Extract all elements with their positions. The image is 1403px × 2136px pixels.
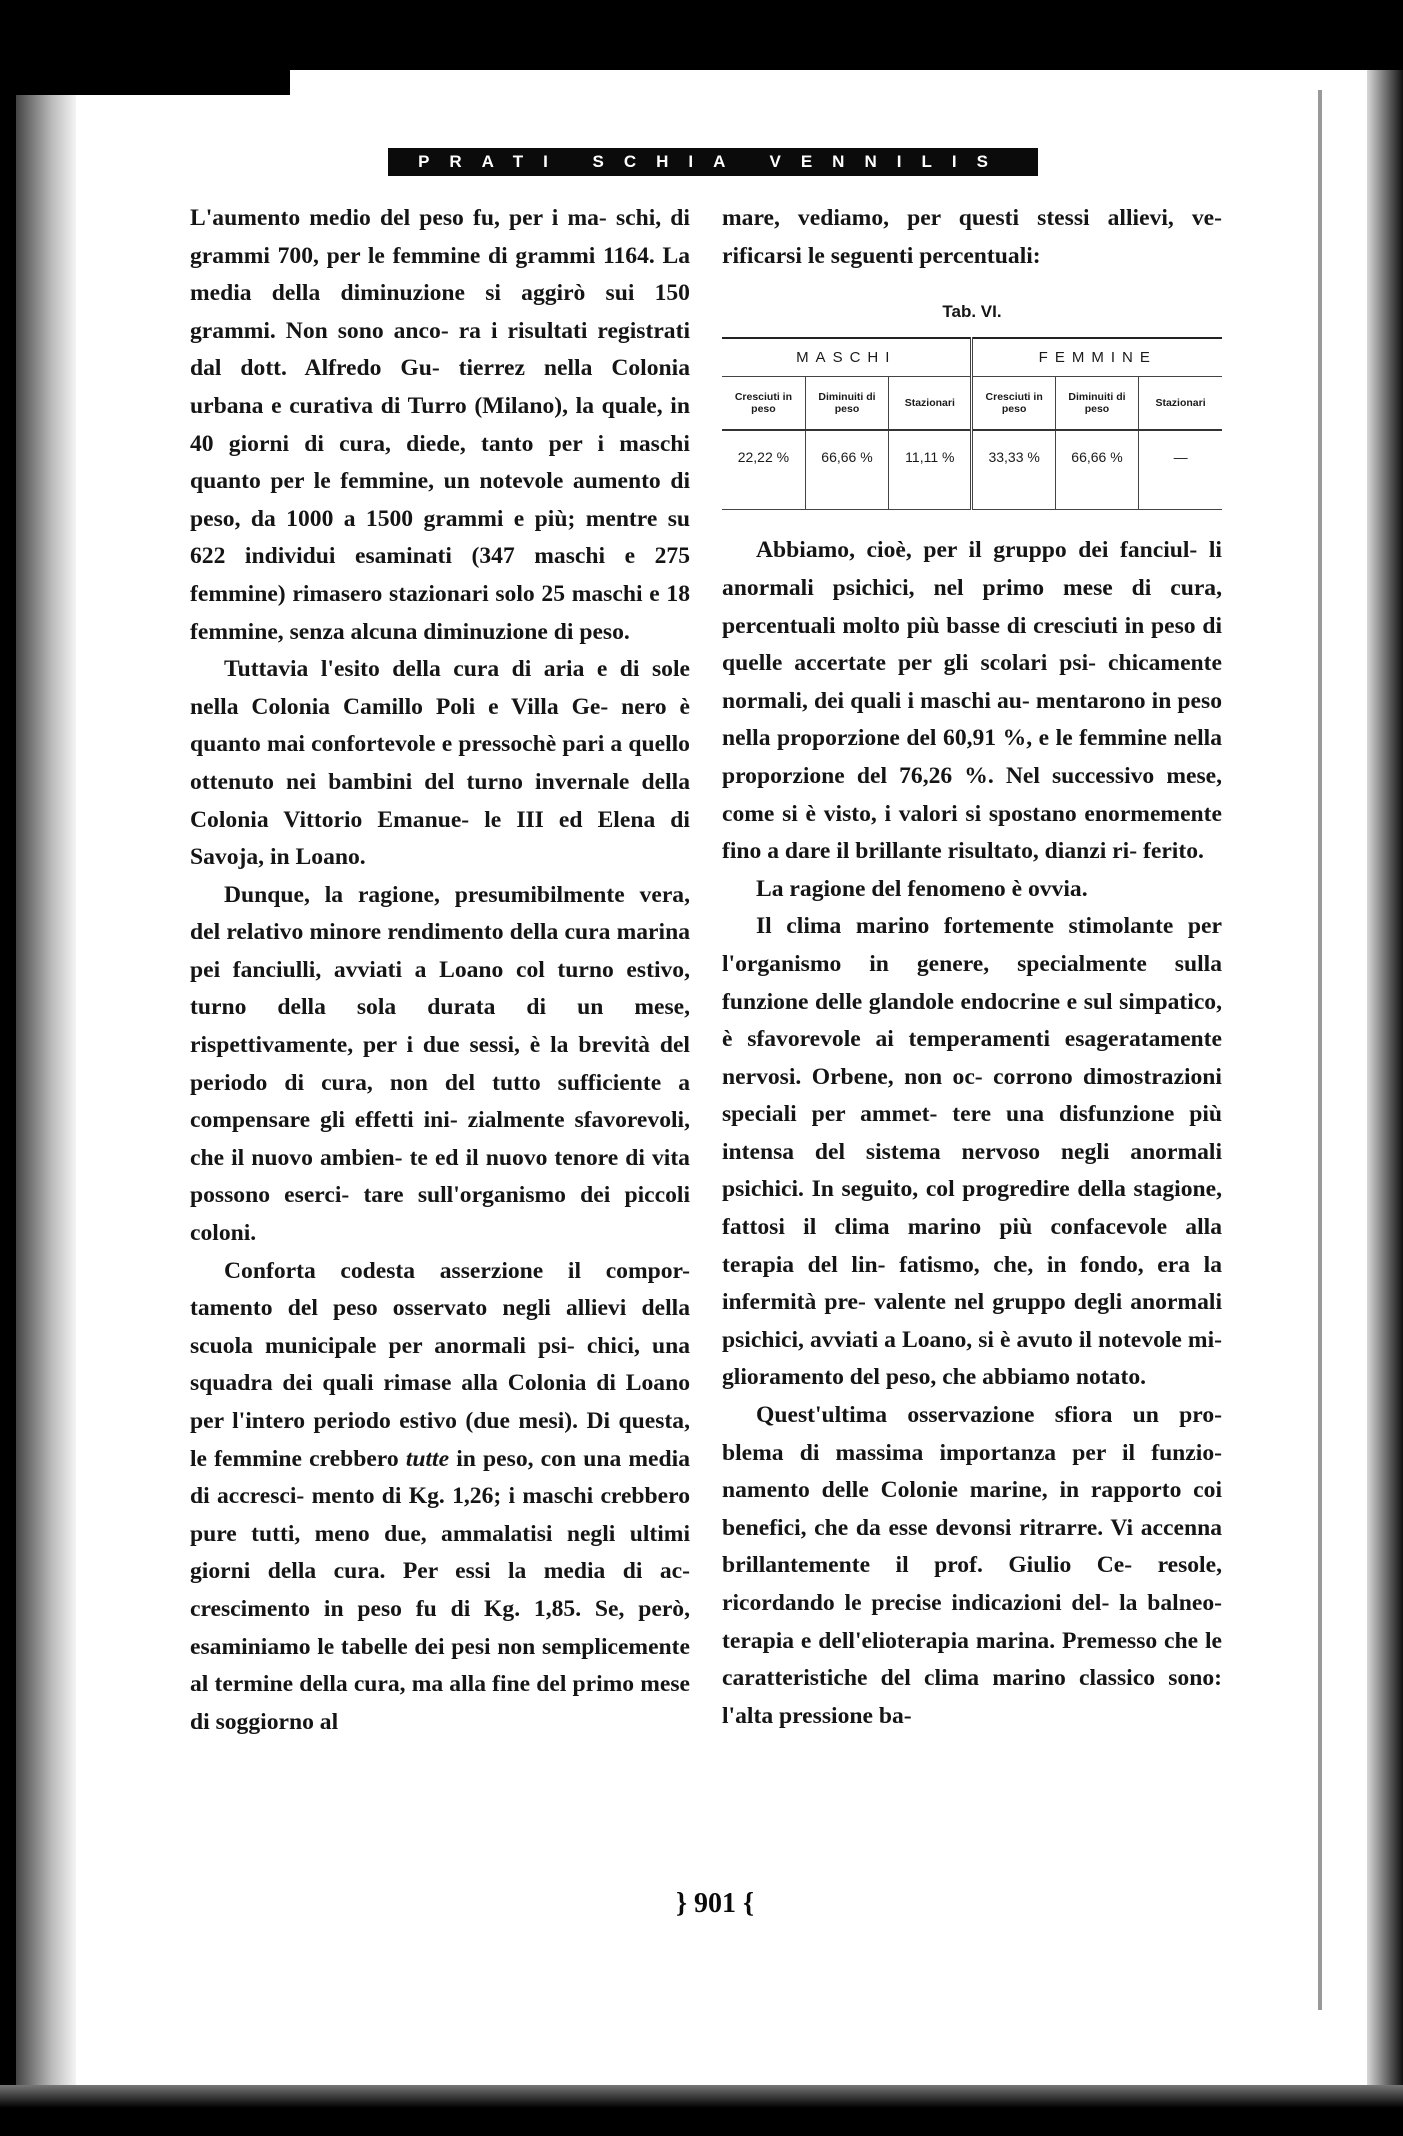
- line: simpatico, è sfavorevole ai temperamenti: [722, 988, 1222, 1053]
- line: è la brevità del periodo di cura, non del: [190, 1032, 690, 1096]
- line: giorni della cura. Per essi la media di ac-: [190, 1558, 690, 1585]
- line: Quest'ultima osservazione sfiora un pro-: [756, 1402, 1222, 1429]
- line: sulla funzione delle glandole endocrine e sul: [722, 950, 1222, 1015]
- column-header: Diminuiti di peso: [1055, 377, 1138, 431]
- line: grammi 1164. La media della diminuzione: [190, 242, 690, 307]
- ornament-right: {: [743, 1888, 755, 1919]
- line: L'aumento medio del peso fu, per i ma-: [190, 205, 607, 231]
- line: cura, diede, tanto per i maschi quanto per: [190, 430, 690, 495]
- line: marino più confacevole alla terapia del lin-: [722, 1214, 1223, 1278]
- line: esageratamente nervosi. Orbene, non oc-: [722, 1026, 1222, 1090]
- ornament-left: }: [675, 1888, 687, 1919]
- scan-border-top-left: [0, 0, 290, 95]
- line: tutto sufficiente a compensare gli effetti ini-: [190, 1069, 690, 1134]
- table-cell: 66,66 %: [805, 430, 888, 483]
- line: per l'organismo in genere, specialmente: [722, 913, 1222, 977]
- line: pari a quello ottenuto nei bambini del turno: [190, 731, 690, 795]
- line: da 1000 a 1500 grammi e più; mentre su: [250, 505, 690, 532]
- page-number-value: 901: [694, 1888, 736, 1919]
- scan-border-right: [1367, 70, 1403, 2136]
- line: mentarono in peso nella proporzione del: [722, 687, 1222, 752]
- line: Tuttavia l'esito della cura di aria e di: [224, 656, 640, 683]
- line: te ed il nuovo tenore di vita possono eserci-: [190, 1144, 690, 1209]
- paragraph-7: [722, 908, 1222, 1397]
- line: 60,91 %, e le femmine nella proporzione: [722, 725, 1222, 789]
- paragraph-8: [722, 1397, 1222, 1735]
- line: chicamente normali, dei quali i maschi au-: [722, 650, 1222, 714]
- line: blema di massima importanza per il funzio-: [722, 1439, 1222, 1466]
- line: un mese, rispettivamente, per i due sessi,: [190, 994, 691, 1059]
- line: zialmente sfavorevoli, che il nuovo ambien-: [190, 1107, 690, 1171]
- line: di peso.: [553, 618, 630, 645]
- line: Conforta codesta asserzione il compor-: [224, 1257, 690, 1284]
- line: le femmine, un notevole aumento di peso,: [190, 468, 690, 532]
- line: fino a dare il brillante risultato, dianzi ri-: [722, 838, 1138, 865]
- line: fatismo, che, in fondo, era la infermità pre-: [722, 1251, 1222, 1316]
- line: Premesso che le caratteristiche del clima: [722, 1627, 1223, 1692]
- line: nervoso negli anormali psichici. In seguito,: [722, 1138, 1223, 1203]
- scan-border-bottom: [0, 2085, 1403, 2136]
- line: peso di quelle accertate per gli scolari psi-: [722, 612, 1222, 677]
- scan-shadow-line: [1318, 90, 1322, 2010]
- page-number: [655, 1888, 775, 1920]
- line: cura marina pei fanciulli, avviati a Loano: [190, 919, 690, 983]
- line: vera, del relativo minore rendimento della: [190, 881, 690, 946]
- percentages-table: [722, 337, 1222, 511]
- line: si aggirò sui 150 grammi. Non sono anco-: [190, 280, 690, 344]
- column-header: Cresciuti in peso: [972, 377, 1055, 431]
- line: schi, di grammi 700, per le femmine di: [190, 205, 690, 269]
- table-title: Tab. VI.: [942, 302, 1002, 322]
- line: e 18 femmine, senza alcuna diminuzione: [190, 580, 690, 645]
- line: in peso, con una media di accresci-: [190, 1445, 690, 1510]
- line: avviati a Loano, si è avuto il notevole mi-: [809, 1326, 1222, 1353]
- column-header: Stazionari: [889, 377, 972, 431]
- line: chici, una squadra dei quali rimase alla: [190, 1332, 690, 1397]
- line: mento di Kg. 1,26; i maschi crebbero pure: [190, 1483, 690, 1547]
- line: percentuali molto più basse di cresciuti in: [722, 612, 1145, 639]
- line: tierrez nella Colonia urbana e curativa di: [190, 355, 690, 419]
- table-row: [722, 430, 1222, 483]
- line: namento delle Colonie marine, in rapporto: [722, 1477, 1182, 1504]
- line: resole, ricordando le precise indicazioni del-: [722, 1552, 1222, 1616]
- line: alla fine del primo mese di soggiorno al: [190, 1671, 690, 1735]
- line: Dunque, la ragione, presumibilmente: [224, 881, 625, 908]
- line: tutti, meno due, ammalatisi negli ultimi: [251, 1520, 690, 1547]
- line: sole nella Colonia Camillo Poli e Villa Ge-: [190, 656, 690, 720]
- line: invernale della Colonia Vittorio Emanue-: [190, 768, 690, 833]
- line: femmine) rimasero stazionari solo 25 maschi: [190, 580, 643, 607]
- line: semplicemente al termine della cura, ma: [190, 1633, 691, 1698]
- scan-border-left: [0, 95, 16, 2136]
- italic-word: tutte: [405, 1445, 450, 1472]
- line: del 76,26 %. Nel successivo mese, come si: [722, 762, 1222, 827]
- paragraph-2: [190, 651, 690, 877]
- line: Abbiamo, cioè, per il gruppo dei fanciul-: [756, 537, 1198, 564]
- line: Il clima marino fortemente stimolante: [756, 913, 1174, 940]
- line: Colonia di Loano per l'intero periodo estivo: [190, 1370, 690, 1434]
- right-column: [722, 200, 1222, 1735]
- line: Turro (Milano), la quale, in 40 giorni di: [190, 392, 690, 457]
- table-cell: —: [1139, 430, 1222, 483]
- group-header-femmine: FEMMINE: [972, 338, 1222, 377]
- line: col progredire della stagione, fattosi il clima: [722, 1176, 1222, 1241]
- line: corrono dimostrazioni speciali per ammet-: [722, 1063, 1222, 1128]
- line: ra i risultati registrati dal dott. Alfredo Gu-: [190, 317, 691, 382]
- group-header-maschi: MASCHI: [722, 338, 972, 377]
- line: la balneo-terapia e dell'elioterapia marina.: [722, 1590, 1222, 1654]
- scan-page-curl-left: [16, 95, 76, 2136]
- column-header: Stazionari: [1139, 377, 1222, 431]
- column-header: Cresciuti in peso: [722, 377, 805, 431]
- line: ferito.: [1142, 838, 1204, 865]
- table-cell: 66,66 %: [1055, 430, 1138, 483]
- line: glioramento del peso, che abbiamo notato.: [722, 1364, 1147, 1391]
- paragraph-4: [190, 1253, 690, 1742]
- line: li anormali psichici, nel primo mese di cura,: [722, 537, 1222, 601]
- intro-paragraph: [722, 200, 1222, 275]
- table-cell: 11,11 %: [889, 430, 972, 483]
- paragraph-3: [190, 877, 690, 1253]
- line: è visto, i valori si spostano enormemente: [805, 800, 1222, 827]
- column-header: Diminuiti di peso: [805, 377, 888, 431]
- line: le III ed Elena di Savoja, in Loano.: [190, 806, 690, 871]
- table-cell: 33,33 %: [972, 430, 1055, 483]
- running-header-text: PRATI SCHIA VENNILIS: [418, 152, 1008, 171]
- line: La ragione del fenomeno è ovvia.: [756, 875, 1088, 902]
- line: col turno estivo, turno della sola durata di: [190, 956, 690, 1021]
- line: (due mesi). Di questa, le femmine crebbero: [190, 1408, 690, 1472]
- left-column: [190, 200, 690, 1741]
- line: nero è quanto mai confortevole e pressochè: [190, 693, 690, 758]
- line: 622 individui esaminati (347 maschi e 275: [190, 543, 690, 570]
- line: coi benefici, che da esse devonsi ritrarre. Vi: [722, 1477, 1222, 1541]
- line: marino classico sono: l'alta pressione ba-: [722, 1665, 1222, 1729]
- line: della scuola municipale per anormali psi-: [190, 1295, 690, 1359]
- line: accenna brillantemente il prof. Giulio Ce-: [722, 1514, 1222, 1579]
- paragraph-5: [722, 532, 1222, 870]
- running-header: [388, 148, 1038, 176]
- paragraph-6: [722, 871, 1222, 909]
- line: però, esaminiamo le tabelle dei pesi non: [190, 1595, 690, 1660]
- line: mare, vediamo, per questi stessi allievi, ve-: [722, 205, 1222, 231]
- line: crescimento in peso fu di Kg. 1,85. Se,: [190, 1595, 625, 1622]
- line: tare sull'organismo dei piccoli coloni.: [190, 1182, 691, 1247]
- line: valente nel gruppo degli anormali psichici,: [722, 1289, 1222, 1353]
- line: rificarsi le seguenti percentuali:: [722, 242, 1041, 269]
- line: tere una disfunzione più intensa del sistema: [722, 1101, 1222, 1165]
- line: tamento del peso osservato negli allievi: [190, 1295, 627, 1322]
- table-cell: 22,22 %: [737, 448, 790, 465]
- table-row-blank: [722, 483, 1222, 510]
- paragraph-1: [190, 200, 690, 651]
